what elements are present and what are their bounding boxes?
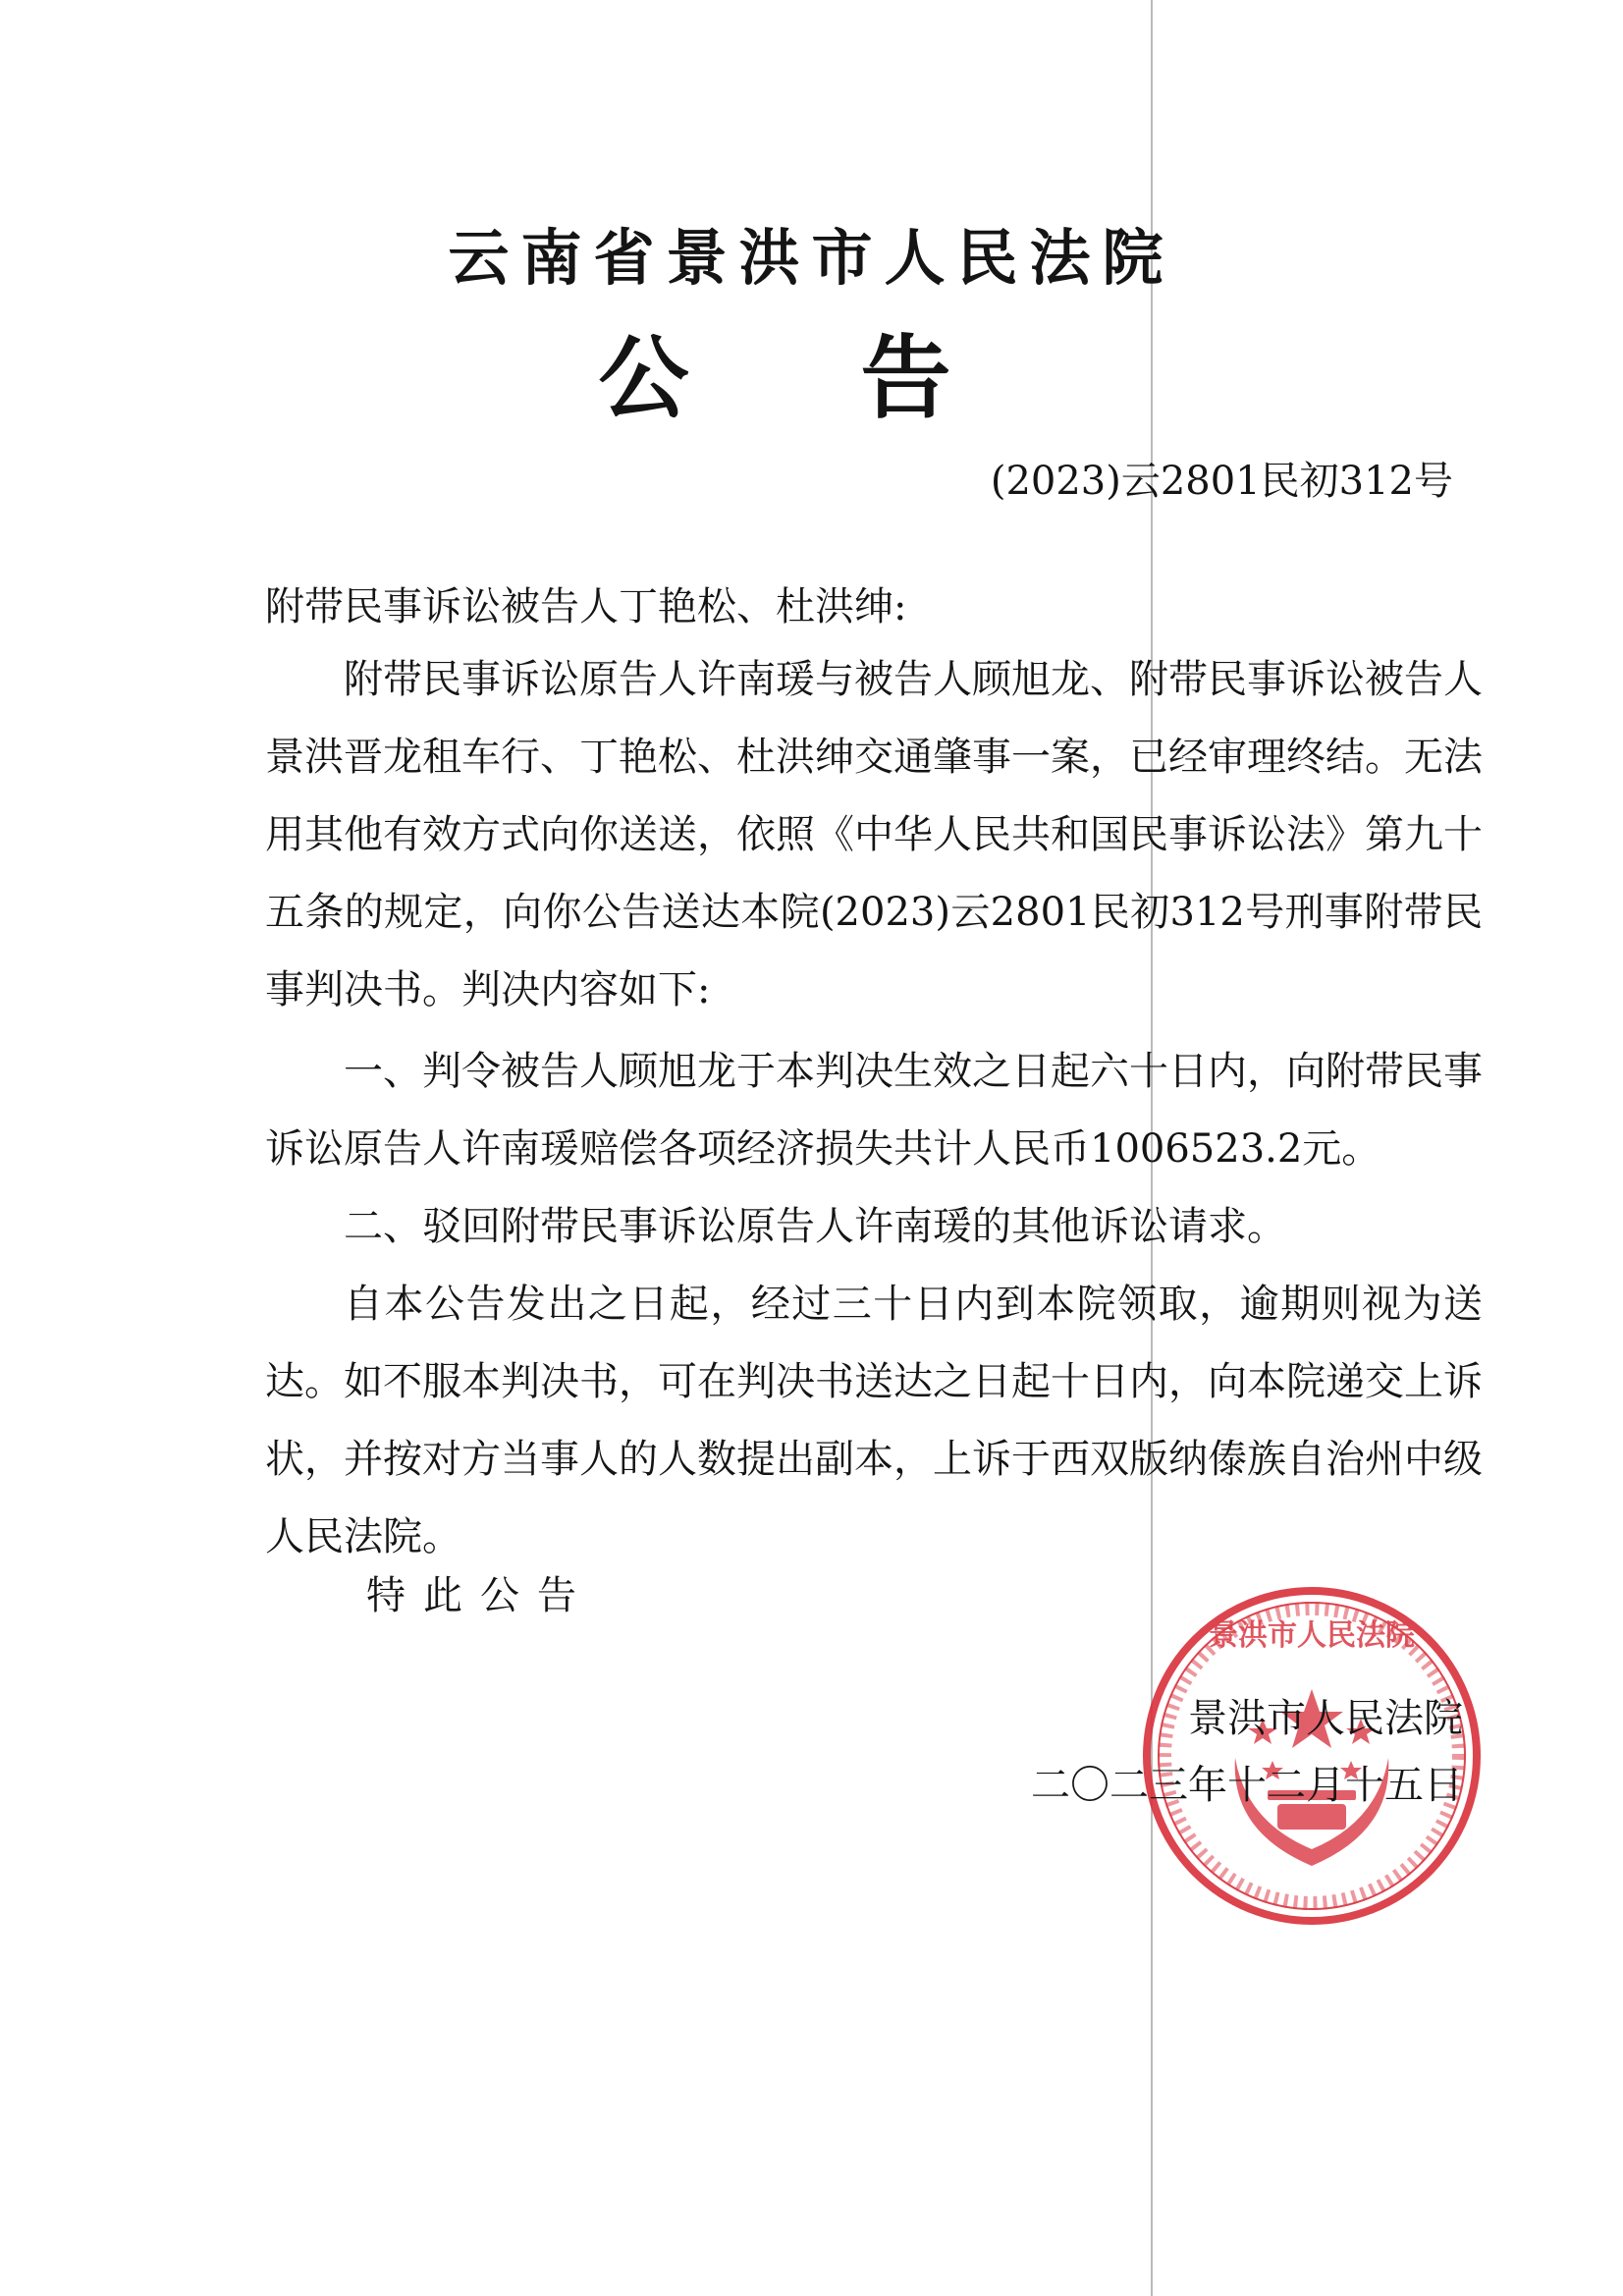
- seal-text: 景洪市人民法院: [1209, 1618, 1415, 1653]
- body-paragraph-judgment-item-2: 二、驳回附带民事诉讼原告人许南瑗的其他诉讼请求。: [344, 1204, 1286, 1249]
- notice-title: 公告: [598, 325, 1123, 431]
- court-title: 云南省景洪市人民法院: [448, 222, 1175, 294]
- issuing-court-signature: 景洪市人民法院: [1188, 1696, 1463, 1741]
- addressee: 附带民事诉讼被告人丁艳松、杜洪绅:: [265, 584, 907, 629]
- issue-date: 二〇二三年十二月十五日: [1031, 1763, 1463, 1808]
- closing-statement: 特此公告: [366, 1573, 594, 1618]
- case-number: (2023)云2801民初312号: [990, 459, 1453, 504]
- body-paragraph-case-summary: 附带民事诉讼原告人许南瑗与被告人顾旭龙、附带民事诉讼被告人景洪晋龙租车行、丁艳松、杜洪绅交通肇事一案，已经审理终结。无法用其他有效方式向你送送，依照《中华人民共和国民事诉讼法》第九十五条的规定，向你公告送达本院(2023)云2801民初312号刑事附带民事判决书。判决内容如下:: [265, 657, 1483, 1012]
- body-paragraph-judgment-item-1: 一、判令被告人顾旭龙于本判决生效之日起六十日内，向附带民事诉讼原告人许南瑗赔偿各项经济损失共计人民币1006523.2元。: [265, 1049, 1483, 1172]
- body-paragraph-service-notice: 自本公告发出之日起，经过三十日内到本院领取，逾期则视为送达。如不服本判决书，可在判决书送达之日起十日内，向本院递交上诉状，并按对方当事人的人数提出副本，上诉于西双版纳傣族自治州中级人民法院。: [265, 1282, 1483, 1559]
